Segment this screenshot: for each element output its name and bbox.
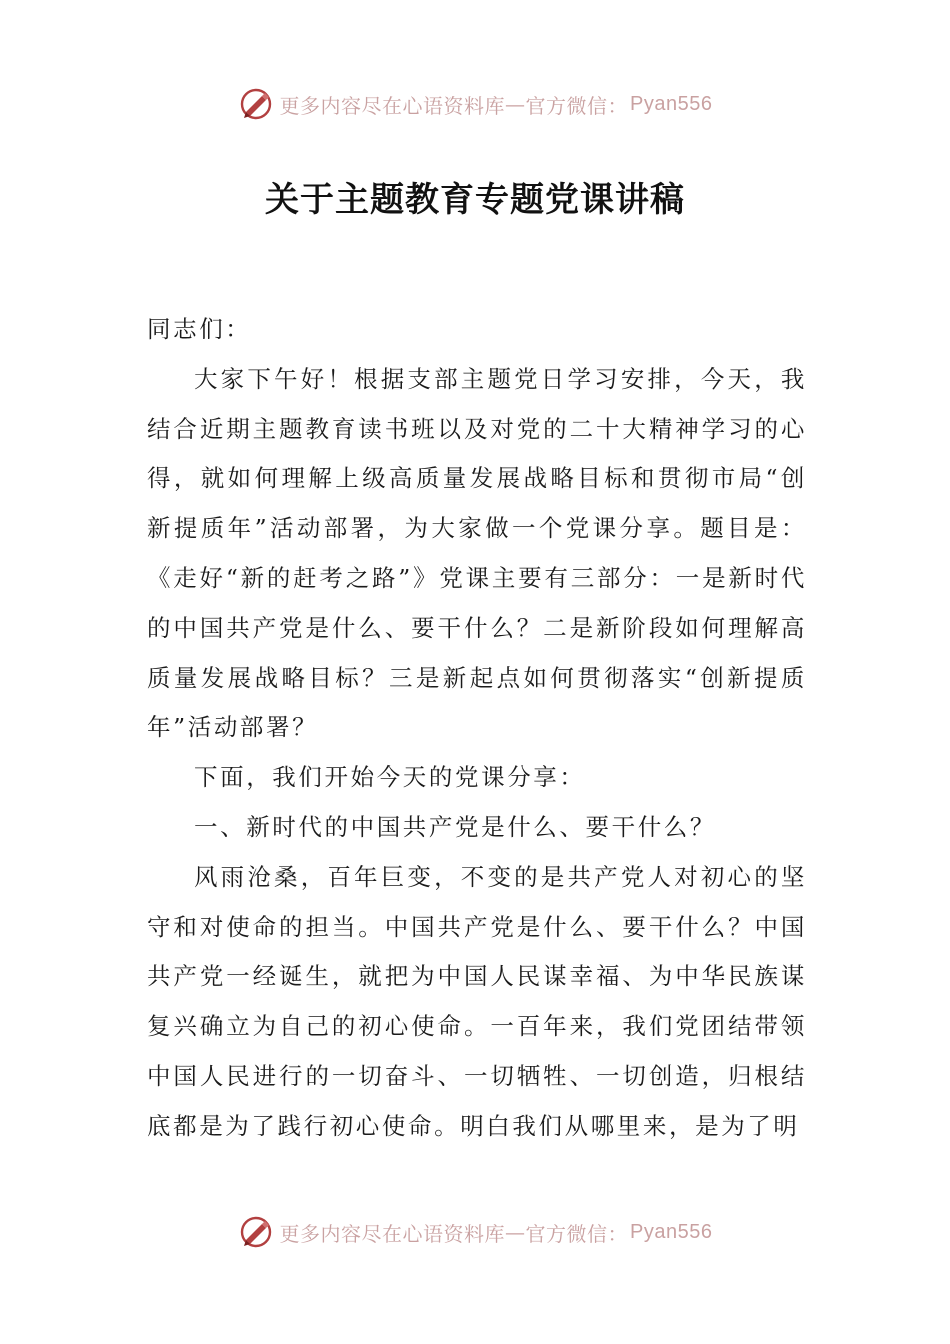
header-watermark-banner [0,84,950,124]
banner-main-text: 更多内容尽在心语资料库 [279,93,506,118]
banner-dash: — [505,1220,526,1244]
document-body [147,305,807,1152]
body-paragraph: 大家下午好！根据支部主题党日学习安排，今天，我结合近期主题教育读书班以及对党的二十大精神学习的心得，就如何理解上级高质量发展战略目标和贯彻市局“创新提质年”活动部署，为大家做一个党课分享。题目是：《走好“新的赶考之路”》党课主要有三部分：一是新时代的中国共产党是什么、要干什么？二是新阶段如何理解高质量发展战略目标？三是新起点如何贯彻落实“创新提质年”活动部署？ [147,364,807,742]
banner-official-label: 官方微信： [525,1221,629,1246]
banner-dash: — [505,92,526,116]
banner-wechat-id: Pyan556 [630,92,713,115]
body-paragraph: 下面，我们开始今天的党课分享： [194,763,586,792]
banner-main-text: 更多内容尽在心语资料库 [279,1221,506,1246]
document-title: 关于主题教育专题党课讲稿 [265,180,685,220]
body-paragraph: 风雨沧桑，百年巨变，不变的是共产党人对初心的坚守和对使命的担当。中国共产党是什么、要干什么？中国共产党一经诞生，就把为中国人民谋幸福、为中华民族谋复兴确立为自己的初心使命。一百年来，我们党团结带领中国人民进行的一切奋斗、一切牺牲、一切创造，归根结底都是为了践行初心使命。明白我们从哪里来，是为了明 [147,862,807,1140]
footer-watermark-banner [0,1212,950,1252]
pen-logo-icon [238,86,274,122]
pen-logo-icon [238,1214,274,1250]
banner-official-label: 官方微信： [525,93,629,118]
section-heading: 一、新时代的中国共产党是什么、要干什么？ [194,812,716,841]
salutation: 同志们： [147,315,252,343]
banner-wechat-id: Pyan556 [630,1220,713,1243]
